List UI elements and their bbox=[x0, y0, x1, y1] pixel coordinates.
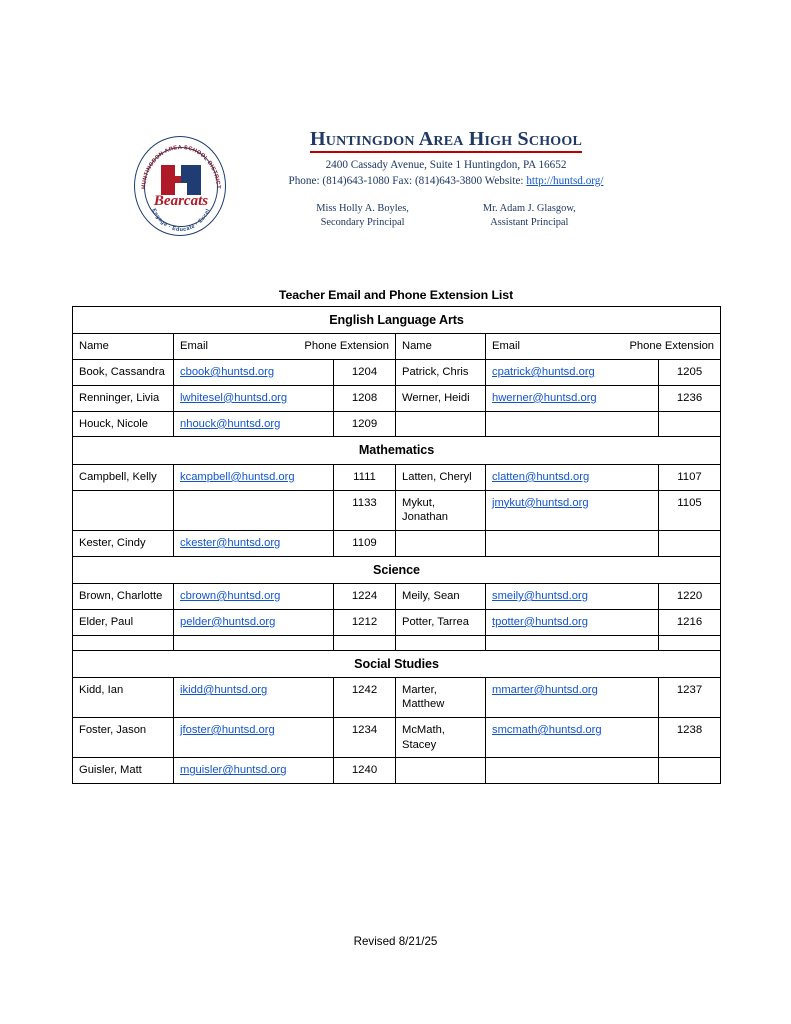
email-link[interactable]: mguisler@huntsd.org bbox=[180, 764, 287, 777]
principals-block bbox=[236, 202, 656, 230]
phone-extension: 1216 bbox=[676, 615, 703, 628]
teacher-name-cell bbox=[396, 609, 486, 635]
section-title: Mathematics bbox=[73, 437, 721, 464]
column-header-email-ext bbox=[486, 334, 721, 360]
table-row bbox=[73, 359, 721, 385]
teacher-name-cell bbox=[73, 609, 174, 635]
teacher-name-cell bbox=[73, 411, 174, 437]
teacher-name: Marter, Matthew bbox=[402, 683, 445, 711]
teacher-email-cell bbox=[486, 677, 659, 717]
phone-extension: 1209 bbox=[351, 417, 378, 430]
column-header-phone-extension: Phone Extension bbox=[629, 340, 715, 353]
section-header-row bbox=[73, 307, 721, 334]
teacher-name-cell bbox=[396, 758, 486, 784]
teacher-name: Meily, Sean bbox=[402, 589, 460, 602]
email-link[interactable]: cbook@huntsd.org bbox=[180, 365, 275, 378]
seal-district-text: HUNTINGDON AREA SCHOOL DISTRICT bbox=[141, 144, 221, 190]
teacher-name: Book, Cassandra bbox=[79, 365, 165, 378]
phone-extension-cell bbox=[334, 677, 396, 717]
table-row bbox=[73, 464, 721, 490]
teacher-email-cell bbox=[486, 464, 659, 490]
teacher-email-cell bbox=[174, 359, 334, 385]
teacher-email-cell bbox=[486, 490, 659, 530]
phone-extension-cell bbox=[659, 359, 721, 385]
principal-secondary-role: Secondary Principal bbox=[320, 216, 405, 228]
section-title: Science bbox=[73, 556, 721, 583]
teacher-name: Elder, Paul bbox=[79, 615, 134, 628]
teacher-email-cell bbox=[174, 464, 334, 490]
school-name-title: Huntingdon Area High School bbox=[310, 128, 582, 153]
email-link[interactable]: ikidd@huntsd.org bbox=[180, 683, 268, 696]
phone-extension-cell bbox=[334, 635, 396, 650]
teacher-name: Houck, Nicole bbox=[79, 417, 149, 430]
teacher-email-cell bbox=[486, 411, 659, 437]
phone-extension: 1109 bbox=[352, 536, 377, 549]
table-row bbox=[73, 411, 721, 437]
table-row bbox=[73, 583, 721, 609]
section-title: Social Studies bbox=[73, 650, 721, 677]
phone-extension: 1105 bbox=[677, 496, 702, 509]
teacher-email-cell bbox=[174, 677, 334, 717]
teacher-name-cell bbox=[73, 359, 174, 385]
teacher-name: Kester, Cindy bbox=[79, 536, 146, 549]
teacher-name-cell bbox=[396, 490, 486, 530]
phone-extension-cell bbox=[659, 718, 721, 758]
teacher-name-cell bbox=[73, 677, 174, 717]
phone-extension-cell bbox=[659, 609, 721, 635]
section-header-row bbox=[73, 437, 721, 464]
phone-extension-cell bbox=[334, 530, 396, 556]
teacher-name: Kidd, Ian bbox=[79, 683, 124, 696]
phone-extension-cell bbox=[659, 677, 721, 717]
svg-text:Bearcats: Bearcats bbox=[153, 193, 209, 209]
teacher-name-cell bbox=[396, 677, 486, 717]
principal-assistant-name: Mr. Adam J. Glasgow, bbox=[482, 202, 576, 214]
teacher-name: Patrick, Chris bbox=[402, 365, 469, 378]
teacher-name-cell bbox=[73, 530, 174, 556]
table-row bbox=[73, 530, 721, 556]
teacher-name: Campbell, Kelly bbox=[79, 470, 157, 483]
school-seal-icon bbox=[134, 136, 226, 236]
table-row bbox=[73, 385, 721, 411]
teacher-email-cell bbox=[486, 385, 659, 411]
table-row bbox=[73, 677, 721, 717]
principal-assistant-role: Assistant Principal bbox=[490, 216, 569, 228]
teacher-name-cell bbox=[396, 635, 486, 650]
svg-text:Engage · Educate · Excel bbox=[150, 208, 211, 233]
column-header-row bbox=[73, 334, 721, 360]
teacher-name: Renninger, Livia bbox=[79, 391, 160, 404]
phone-extension: 1224 bbox=[351, 589, 378, 602]
email-link[interactable]: nhouck@huntsd.org bbox=[180, 417, 281, 430]
teacher-name-cell bbox=[73, 490, 174, 530]
phone-extension-cell bbox=[659, 464, 721, 490]
teacher-email-cell bbox=[486, 609, 659, 635]
phone-extension: 1220 bbox=[676, 589, 703, 602]
phone-extension-cell bbox=[659, 490, 721, 530]
phone-extension-cell bbox=[334, 583, 396, 609]
section-header-row bbox=[73, 556, 721, 583]
principal-secondary bbox=[316, 202, 409, 230]
teacher-name-cell bbox=[396, 411, 486, 437]
teacher-email-cell bbox=[486, 530, 659, 556]
teacher-name: Mykut, Jonathan bbox=[402, 496, 449, 524]
phone-extension-cell bbox=[334, 718, 396, 758]
column-header-name: Name bbox=[73, 334, 174, 360]
email-link[interactable]: lwhitesel@huntsd.org bbox=[180, 391, 288, 404]
phone-extension: 1237 bbox=[676, 683, 703, 696]
teacher-name-cell bbox=[73, 718, 174, 758]
table-row bbox=[73, 758, 721, 784]
phone-extension: 1238 bbox=[676, 724, 703, 737]
phone-extension: 1111 bbox=[353, 470, 376, 483]
phone-extension: 1234 bbox=[351, 724, 378, 737]
teacher-email-cell bbox=[174, 758, 334, 784]
email-link[interactable]: clatten@huntsd.org bbox=[492, 470, 590, 483]
table-row bbox=[73, 635, 721, 650]
section-header-row bbox=[73, 650, 721, 677]
phone-extension-cell bbox=[334, 609, 396, 635]
teacher-name-cell bbox=[73, 758, 174, 784]
teacher-name: Brown, Charlotte bbox=[79, 589, 163, 602]
teacher-name: Foster, Jason bbox=[79, 724, 147, 737]
teacher-name: Guisler, Matt bbox=[79, 764, 142, 777]
teacher-email-cell bbox=[486, 635, 659, 650]
teacher-name: McMath, Stacey bbox=[402, 724, 445, 751]
email-link[interactable]: smcmath@huntsd.org bbox=[492, 724, 602, 737]
phone-extension: 1107 bbox=[677, 470, 702, 483]
phone-extension-cell bbox=[334, 758, 396, 784]
column-header-email: Email bbox=[180, 340, 208, 353]
column-header-phone-extension: Phone Extension bbox=[304, 340, 389, 353]
roster-table-body bbox=[73, 307, 721, 784]
email-link[interactable]: kcampbell@huntsd.org bbox=[180, 470, 295, 483]
teacher-email-cell bbox=[174, 583, 334, 609]
teacher-email-cell bbox=[486, 718, 659, 758]
phone-extension: 1240 bbox=[351, 764, 378, 777]
school-logo bbox=[134, 136, 226, 236]
phone-extension: 1212 bbox=[351, 615, 378, 628]
bearcats-wordmark-icon bbox=[149, 189, 213, 211]
teacher-name-cell bbox=[396, 359, 486, 385]
teacher-email-cell bbox=[174, 411, 334, 437]
phone-fax-text: Phone: (814)643-1080 Fax: (814)643-3800 Website: bbox=[288, 174, 527, 187]
teacher-email-cell bbox=[174, 609, 334, 635]
teacher-name: Werner, Heidi bbox=[402, 391, 470, 404]
teacher-name-cell bbox=[73, 464, 174, 490]
email-link[interactable]: smeily@huntsd.org bbox=[492, 589, 588, 602]
teacher-email-cell bbox=[174, 490, 334, 530]
teacher-email-cell bbox=[174, 718, 334, 758]
teacher-name: Latten, Cheryl bbox=[402, 470, 472, 483]
phone-extension-cell bbox=[334, 385, 396, 411]
principal-secondary-name: Miss Holly A. Boyles, bbox=[316, 202, 409, 214]
teacher-email-cell bbox=[486, 359, 659, 385]
teacher-email-cell bbox=[486, 583, 659, 609]
column-header-name: Name bbox=[396, 334, 486, 360]
phone-extension: 1133 bbox=[352, 496, 377, 509]
letterhead bbox=[0, 128, 791, 248]
teacher-name: Potter, Tarrea bbox=[402, 615, 469, 628]
email-link[interactable]: pelder@huntsd.org bbox=[180, 615, 276, 628]
section-title: English Language Arts bbox=[73, 307, 721, 334]
teacher-name-cell bbox=[396, 464, 486, 490]
email-link[interactable]: tpotter@huntsd.org bbox=[492, 615, 588, 628]
school-contact-block bbox=[236, 158, 656, 190]
email-link[interactable]: ckester@huntsd.org bbox=[180, 536, 281, 549]
teacher-email-cell bbox=[174, 530, 334, 556]
phone-extension-cell bbox=[659, 530, 721, 556]
roster-sheet bbox=[72, 306, 720, 784]
teacher-email-cell bbox=[486, 758, 659, 784]
seal-motto-text: Engage · Educate · Excel bbox=[150, 207, 212, 234]
phone-extension: 1205 bbox=[676, 365, 703, 378]
phone-extension-cell bbox=[334, 411, 396, 437]
teacher-name-cell bbox=[73, 635, 174, 650]
phone-extension-cell bbox=[659, 635, 721, 650]
phone-extension-cell bbox=[334, 464, 396, 490]
teacher-roster-table bbox=[72, 306, 721, 784]
table-row bbox=[73, 718, 721, 758]
phone-extension: 1208 bbox=[351, 391, 378, 404]
email-link[interactable]: cpatrick@huntsd.org bbox=[492, 365, 595, 378]
teacher-name-cell bbox=[396, 530, 486, 556]
teacher-email-cell bbox=[174, 635, 334, 650]
phone-extension-cell bbox=[659, 758, 721, 784]
principal-assistant bbox=[483, 202, 576, 230]
table-row bbox=[73, 609, 721, 635]
email-link[interactable]: jfoster@huntsd.org bbox=[180, 724, 275, 737]
teacher-name-cell bbox=[73, 583, 174, 609]
column-header-email-ext bbox=[174, 334, 396, 360]
phone-extension: 1242 bbox=[351, 683, 378, 696]
email-link[interactable]: mmarter@huntsd.org bbox=[492, 683, 598, 696]
email-link[interactable]: hwerner@huntsd.org bbox=[492, 391, 597, 404]
table-row bbox=[73, 490, 721, 530]
phone-extension: 1236 bbox=[676, 391, 703, 404]
phone-extension-cell bbox=[659, 385, 721, 411]
teacher-name-cell bbox=[73, 385, 174, 411]
phone-extension-cell bbox=[334, 359, 396, 385]
email-link[interactable]: cbrown@huntsd.org bbox=[180, 589, 281, 602]
teacher-email-cell bbox=[174, 385, 334, 411]
column-header-email: Email bbox=[492, 340, 520, 353]
phone-extension-cell bbox=[659, 583, 721, 609]
phone-extension-cell bbox=[659, 411, 721, 437]
school-phone-line bbox=[236, 174, 656, 190]
email-link[interactable]: jmykut@huntsd.org bbox=[492, 496, 589, 509]
teacher-name-cell bbox=[396, 718, 486, 758]
phone-extension-cell bbox=[334, 490, 396, 530]
school-website-link[interactable]: http://huntsd.org/ bbox=[526, 174, 604, 187]
phone-extension: 1204 bbox=[351, 365, 378, 378]
letterhead-text bbox=[236, 128, 656, 230]
school-address-line: 2400 Cassady Avenue, Suite 1 Huntingdon, PA 16652 bbox=[325, 159, 567, 171]
page-title: Teacher Email and Phone Extension List bbox=[278, 288, 514, 302]
revision-footer: Revised 8/21/25 bbox=[353, 935, 438, 948]
teacher-name-cell bbox=[396, 583, 486, 609]
teacher-name-cell bbox=[396, 385, 486, 411]
